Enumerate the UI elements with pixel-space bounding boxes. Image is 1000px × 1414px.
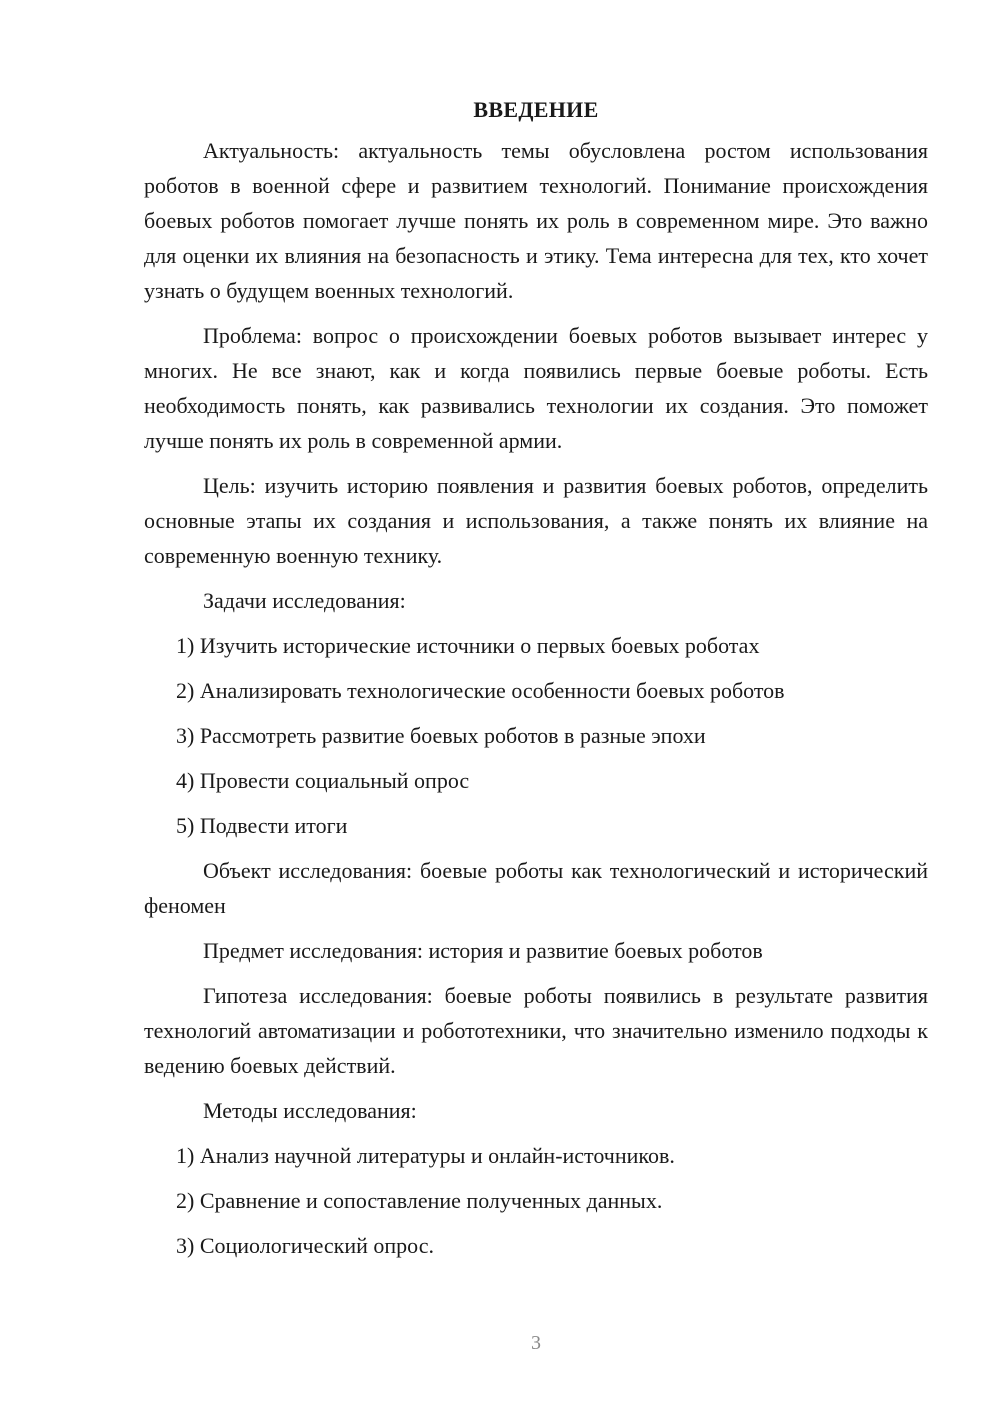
list-item: 4) Провести социальный опрос: [176, 768, 470, 793]
paragraph-hypothesis: Гипотеза исследования: боевые роботы появились в результате развития технологий автоматизации и робототехники, что значительно изменило подходы к ведению боевых действий.: [144, 983, 928, 1078]
paragraph-subject: Предмет исследования: история и развитие боевых роботов: [203, 938, 763, 963]
page-number: 3: [531, 1332, 541, 1354]
tasks-list: [144, 628, 928, 843]
page-title: ВВЕДЕНИЕ: [473, 97, 599, 122]
list-item: 5) Подвести итоги: [176, 813, 348, 838]
paragraph-object: Объект исследования: боевые роботы как технологический и исторический феномен: [144, 858, 928, 918]
paragraph-relevance: Актуальность: актуальность темы обусловлена ростом использования роботов в военной сфере и развитием технологий. Понимание происхождения боевых роботов помогает лучше понять их роль в современном мире. Это важно для оценки их влияния на безопасность и этику. Тема интересна для тех, кто хочет узнать о будущем военных технологий.: [144, 138, 928, 303]
list-item: 2) Анализировать технологические особенности боевых роботов: [176, 678, 785, 703]
list-item: 1) Анализ научной литературы и онлайн-источников.: [176, 1143, 675, 1168]
methods-heading: Методы исследования:: [203, 1098, 417, 1123]
methods-list: [144, 1138, 928, 1263]
list-item: 3) Рассмотреть развитие боевых роботов в разные эпохи: [176, 723, 706, 748]
list-item: 1) Изучить исторические источники о первых боевых роботах: [176, 633, 760, 658]
tasks-heading: Задачи исследования:: [203, 588, 406, 613]
paragraph-goal: Цель: изучить историю появления и развития боевых роботов, определить основные этапы их создания и использования, а также понять их влияние на современную военную технику.: [144, 473, 928, 568]
list-item: 2) Сравнение и сопоставление полученных данных.: [176, 1188, 663, 1213]
document-page: [144, 92, 928, 1273]
paragraph-problem: Проблема: вопрос о происхождении боевых роботов вызывает интерес у многих. Не все знают, как и когда появились первые боевые роботы. Есть необходимость понять, как развивались технологии их создания. Это поможет лучше понять их роль в современной армии.: [144, 323, 928, 453]
list-item: 3) Социологический опрос.: [176, 1233, 434, 1258]
